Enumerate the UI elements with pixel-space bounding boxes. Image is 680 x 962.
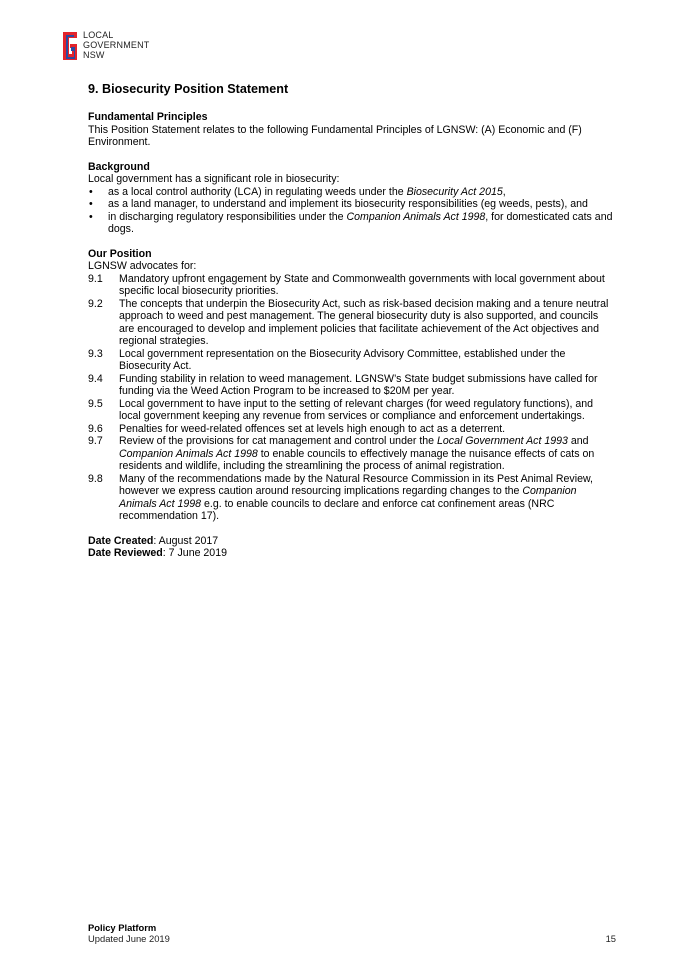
- date-reviewed-value: : 7 June 2019: [162, 547, 227, 559]
- position-item: [88, 435, 616, 473]
- item-text: Penalties for weed-related offences set at levels high enough to act as a deterrent.: [119, 422, 506, 435]
- background-heading: Background: [88, 160, 150, 173]
- position-item: [88, 473, 616, 523]
- logo-line-3: NSW: [83, 50, 105, 60]
- position-item: [88, 273, 616, 298]
- item-text: Local government representation on the Biosecurity Advisory Committee, established under the Biosecurity Act.: [119, 347, 566, 372]
- item-text-2: e.g. to enable councils to declare and enforce cat confinement areas (NRC recommendation 17).: [119, 497, 555, 522]
- item-text: The concepts that underpin the Biosecurity Act, such as risk-based decision making and a tenure neutral approach to weed and pest management. The general biosecurity duty is also supported, and councils are encouraged to develop and implement policies that facilitate achievement of the Act objectives and regional strategies.: [119, 297, 609, 347]
- item-number: 9.2: [88, 297, 103, 310]
- position-item-list: [88, 273, 616, 523]
- item-text: Local government to have input to the setting of relevant charges (for weed regulatory functions), and local government keeping any revenue from services or compliance and enforcement undertakings.: [119, 397, 594, 422]
- item-text: Funding stability in relation to weed management. LGNSW’s State budget submissions have called for funding via the Weed Action Program to be increased to $20M per year.: [119, 372, 598, 397]
- fundamental-principles-section: [88, 111, 616, 149]
- date-reviewed-label: Date Reviewed: [88, 547, 163, 559]
- page-title: 9. Biosecurity Position Statement: [88, 82, 289, 96]
- bullet-text-end: , for domesticated cats and dogs.: [108, 210, 613, 235]
- our-position-section: [88, 248, 616, 523]
- bullet-text-end: ,: [502, 185, 506, 198]
- item-number: 9.6: [88, 422, 103, 435]
- list-item: [88, 211, 616, 236]
- page-footer: [88, 922, 616, 944]
- dates-section: [88, 535, 616, 560]
- date-reviewed: [88, 547, 616, 560]
- item-text-2: and: [567, 435, 589, 447]
- page-number: 15: [605, 933, 616, 944]
- fundamental-principles-text: This Position Statement relates to the following Fundamental Principles of LGNSW: (A) Economic and (F) Environment.: [88, 123, 582, 148]
- item-text: Many of the recommendations made by the Natural Resource Commission in its Pest Animal Review, however we express caution around resourcing implications regarding changes to the: [119, 472, 593, 497]
- position-item: [88, 298, 616, 348]
- lgnsw-g-icon: [61, 30, 79, 62]
- item-number: 9.3: [88, 347, 103, 360]
- bullet-text: as a local control authority (LCA) in regulating weeds under the: [108, 185, 407, 198]
- item-italic-2: Companion Animals Act 1998: [119, 447, 258, 460]
- item-number: 9.1: [88, 272, 103, 285]
- item-italic: Companion Animals Act 1998: [119, 485, 577, 510]
- footer-subtitle: Updated June 2019: [88, 933, 170, 944]
- item-number: 9.5: [88, 397, 103, 410]
- bullet-text: as a land manager, to understand and implement its biosecurity responsibilities (eg weeds, pests), and: [108, 198, 588, 210]
- position-item: [88, 423, 616, 436]
- position-item: [88, 348, 616, 373]
- footer-title: Policy Platform: [88, 922, 157, 933]
- list-item: [88, 198, 616, 211]
- item-italic: Local Government Act 1993: [437, 435, 568, 447]
- bullet-icon: •: [89, 198, 93, 210]
- background-intro: Local government has a significant role in biosecurity:: [88, 173, 340, 185]
- item-text: Review of the provisions for cat management and control under the: [119, 435, 437, 447]
- logo-wordmark: [83, 30, 150, 60]
- bullet-text: in discharging regulatory responsibilities under the: [108, 210, 347, 223]
- bullet-italic: Companion Animals Act 1998: [346, 210, 486, 223]
- item-number: 9.4: [88, 372, 103, 385]
- our-position-heading: Our Position: [88, 247, 152, 260]
- item-number: 9.7: [88, 435, 103, 447]
- background-bullet-list: [88, 186, 616, 236]
- background-section: [88, 161, 616, 236]
- date-created-value: : August 2017: [153, 534, 219, 547]
- date-created-label: Date Created: [88, 534, 154, 547]
- document-body: [88, 82, 616, 560]
- bullet-icon: •: [89, 210, 93, 223]
- our-position-intro: LGNSW advocates for:: [88, 260, 197, 272]
- item-number: 9.8: [88, 472, 103, 485]
- logo-line-2: GOVERNMENT: [83, 40, 150, 50]
- position-item: [88, 398, 616, 423]
- lgnsw-logo: [61, 30, 150, 62]
- logo-line-1: LOCAL: [83, 30, 114, 40]
- date-created: [88, 535, 616, 548]
- bullet-italic: Biosecurity Act 2015: [406, 185, 503, 198]
- item-text: Mandatory upfront engagement by State and Commonwealth governments with local government about specific local biosecurity priorities.: [119, 272, 605, 297]
- fundamental-principles-heading: Fundamental Principles: [88, 111, 208, 123]
- item-text-3: to enable councils to effectively manage the nuisance effects of cats on residents and wildlife, including the streamlining the process of animal registration.: [119, 447, 595, 472]
- bullet-icon: •: [89, 185, 93, 198]
- list-item: [88, 186, 616, 199]
- position-item: [88, 373, 616, 398]
